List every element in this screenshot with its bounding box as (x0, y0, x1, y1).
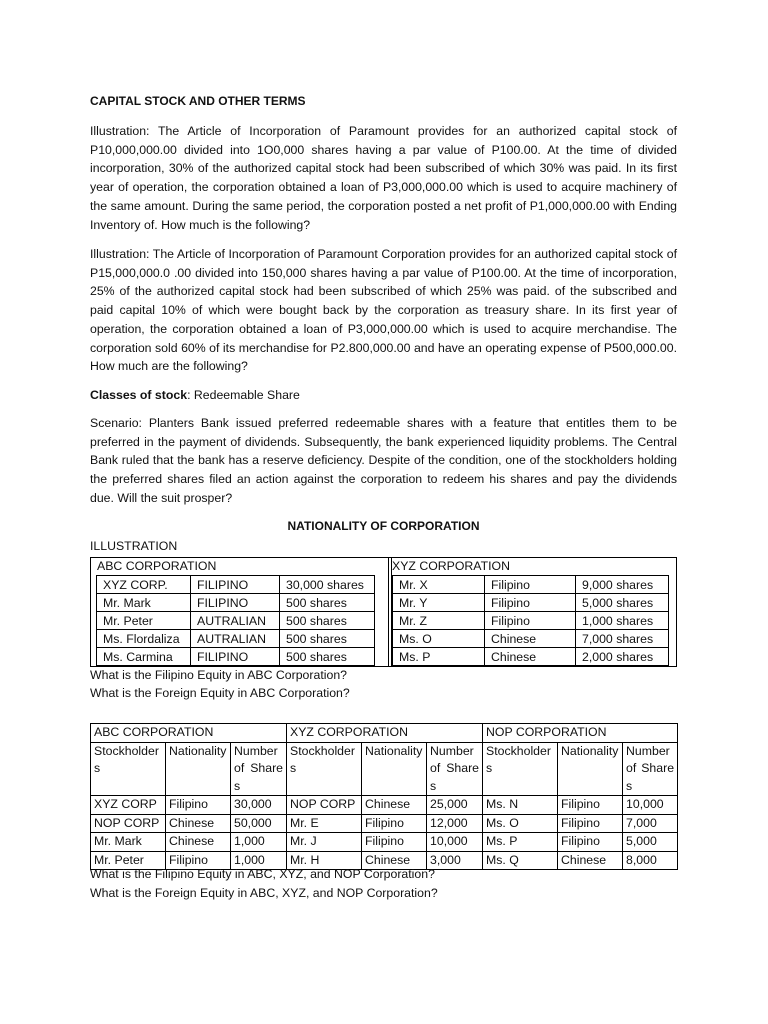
stockholder-cell: Ms. O (393, 630, 485, 648)
table-cell: Ms. Q (483, 851, 558, 870)
table-cell: XYZ CORP (91, 796, 166, 815)
shares-header: Number of Shares (427, 742, 483, 796)
table-cell: Chinese (166, 833, 231, 852)
table-cell: Chinese (362, 851, 427, 870)
table-cell: 3,000 (427, 851, 483, 870)
nationality-cell: FILIPINO (191, 576, 280, 594)
nop-corporation-header: NOP CORPORATION (483, 724, 678, 743)
table-row (393, 648, 669, 666)
question-foreign-equity-all: What is the Foreign Equity in ABC, XYZ, and NOP Corporation? (90, 886, 438, 900)
nationality-cell: Chinese (485, 648, 576, 666)
nationality-header: Nationality (362, 742, 427, 796)
table-cell: Chinese (558, 851, 623, 870)
scenario-paragraph: Scenario: Planters Bank issued preferred redeemable shares with a feature that entitles them to be preferred in the payment of dividends. Subsequently, the bank experienced liquidity problems. The Central Bank ruled that the bank has a reserve deficiency. Despite of the condition, one of the stockholders holding the preferred shares filed an action against the corporation to redeem his shares and pay the dividends due. Will the suit prosper? (90, 416, 677, 505)
shares-cell: 500 shares (280, 630, 375, 648)
stockholders-header: Stockholders (91, 742, 166, 796)
table-cell: Filipino (558, 833, 623, 852)
classes-value: : Redeemable Share (187, 388, 300, 402)
table-cell: 10,000 (623, 796, 678, 815)
shares-header: Number of Shares (231, 742, 287, 796)
shares-cell: 500 shares (280, 648, 375, 666)
shares-cell: 30,000 shares (280, 576, 375, 594)
table-row (97, 594, 375, 612)
nationality-cell: Filipino (485, 594, 576, 612)
table-cell: Mr. Mark (91, 833, 166, 852)
table-cell: Mr. Peter (91, 851, 166, 870)
table-cell: Mr. H (287, 851, 362, 870)
nationality-cell: FILIPINO (191, 594, 280, 612)
table-row (91, 833, 678, 852)
shares-cell: 5,000 shares (576, 594, 669, 612)
table-cell: Mr. E (287, 814, 362, 833)
xyz-corporation-header: XYZ CORPORATION (287, 724, 483, 743)
table-row (393, 576, 669, 594)
stockholder-cell: Ms. Flordaliza (97, 630, 191, 648)
xyz-heading: XYZ CORPORATION (392, 559, 510, 573)
table-cell: 25,000 (427, 796, 483, 815)
table-cell: Chinese (166, 814, 231, 833)
stockholders-header: Stockholders (287, 742, 362, 796)
table-cell: NOP CORP (91, 814, 166, 833)
question-filipino-equity-all: What is the Filipino Equity in ABC, XYZ, and NOP Corporation? (90, 867, 435, 881)
table-cell: 12,000 (427, 814, 483, 833)
shares-header: Number of Shares (623, 742, 678, 796)
shares-cell: 1,000 shares (576, 612, 669, 630)
table-cell: Filipino (558, 814, 623, 833)
table-cell: Filipino (166, 851, 231, 870)
three-corporations-table (90, 723, 678, 870)
table-cell: 50,000 (231, 814, 287, 833)
table-row (393, 630, 669, 648)
classes-label: Classes of stock (90, 388, 188, 402)
table-cell: Mr. J (287, 833, 362, 852)
nationality-cell: Chinese (485, 630, 576, 648)
xyz-small-table (392, 575, 669, 666)
shares-cell: 7,000 shares (576, 630, 669, 648)
shares-cell: 2,000 shares (576, 648, 669, 666)
table-cell: Chinese (362, 796, 427, 815)
table-cell: 1,000 (231, 833, 287, 852)
corporation-header-row (91, 724, 678, 743)
document-title: CAPITAL STOCK AND OTHER TERMS (90, 94, 306, 108)
table-row (393, 612, 669, 630)
shares-cell: 500 shares (280, 612, 375, 630)
table-cell: Filipino (362, 833, 427, 852)
table-cell: Filipino (362, 814, 427, 833)
table-cell: 30,000 (231, 796, 287, 815)
nationality-cell: FILIPINO (191, 648, 280, 666)
table-cell: Ms. P (483, 833, 558, 852)
table-row (91, 814, 678, 833)
table-row (393, 594, 669, 612)
question-filipino-equity-abc: What is the Filipino Equity in ABC Corporation? (90, 668, 347, 682)
shares-cell: 500 shares (280, 594, 375, 612)
table-row (97, 612, 375, 630)
stockholder-cell: XYZ CORP. (97, 576, 191, 594)
abc-heading: ABC CORPORATION (97, 559, 217, 573)
table-row (97, 576, 375, 594)
table-row (97, 630, 375, 648)
paragraph-illustration-2: Illustration: The Article of Incorporation of Paramount Corporation provides for an authorized capital stock of P15,000,000.0 .00 divided into 150,000 shares having a par value of P100.00. At the time of incorporation, 25% of the authorized capital stock had been subscribed of which 25% was paid. of the subscribed and paid capital 10% of which were bought back by the corporation as treasury share. In its first year of operation, the corporation obtained a loan of P3,000,000.00 which is used to acquire merchandise. The corporation sold 60% of its merchandise for P2.800,000.00 and have an operating expense of P500,000.00. How much are the following? (90, 247, 677, 374)
stockholders-header: Stockholders (483, 742, 558, 796)
stockholder-cell: Mr. X (393, 576, 485, 594)
column-header-row (91, 742, 678, 796)
table-row (97, 648, 375, 666)
shares-cell: 9,000 shares (576, 576, 669, 594)
stockholder-cell: Ms. Carmina (97, 648, 191, 666)
table-cell: 7,000 (623, 814, 678, 833)
stockholder-cell: Ms. P (393, 648, 485, 666)
abc-small-table (96, 575, 375, 666)
stockholder-cell: Mr. Mark (97, 594, 191, 612)
table-cell: 10,000 (427, 833, 483, 852)
table-cell: 1,000 (231, 851, 287, 870)
nationality-cell: Filipino (485, 612, 576, 630)
illustration-label: ILLUSTRATION (90, 539, 178, 553)
nationality-header: Nationality (558, 742, 623, 796)
table-cell: 5,000 (623, 833, 678, 852)
stockholder-cell: Mr. Y (393, 594, 485, 612)
nationality-cell: Filipino (485, 576, 576, 594)
table-cell: Ms. N (483, 796, 558, 815)
nationality-cell: AUTRALIAN (191, 612, 280, 630)
table-row (91, 796, 678, 815)
nationality-cell: AUTRALIAN (191, 630, 280, 648)
table-cell: Filipino (166, 796, 231, 815)
table-cell: NOP CORP (287, 796, 362, 815)
table-cell: Ms. O (483, 814, 558, 833)
classes-of-stock (90, 386, 677, 405)
stockholder-cell: Mr. Z (393, 612, 485, 630)
abc-corporation-header: ABC CORPORATION (91, 724, 287, 743)
nationality-header: Nationality (166, 742, 231, 796)
question-foreign-equity-abc: What is the Foreign Equity in ABC Corporation? (90, 686, 350, 700)
section-title: NATIONALITY OF CORPORATION (287, 519, 480, 533)
table-cell: 8,000 (623, 851, 678, 870)
table-cell: Filipino (558, 796, 623, 815)
paragraph-illustration-1: Illustration: The Article of Incorporation of Paramount provides for an authorized capital stock of P10,000,000.00 divided into 1O0,000 shares having a par value of P100.00. At the time of divided incorporation, 30% of the authorized capital stock had been subscribed of which 30% was paid. In its first year of operation, the corporation obtained a loan of P3,000,000.00 which is used to acquire machinery of the same amount. During the same period, the corporation posted a net profit of P1,000,000.00 with Ending Inventory of. How much is the following? (90, 124, 677, 232)
stockholder-cell: Mr. Peter (97, 612, 191, 630)
